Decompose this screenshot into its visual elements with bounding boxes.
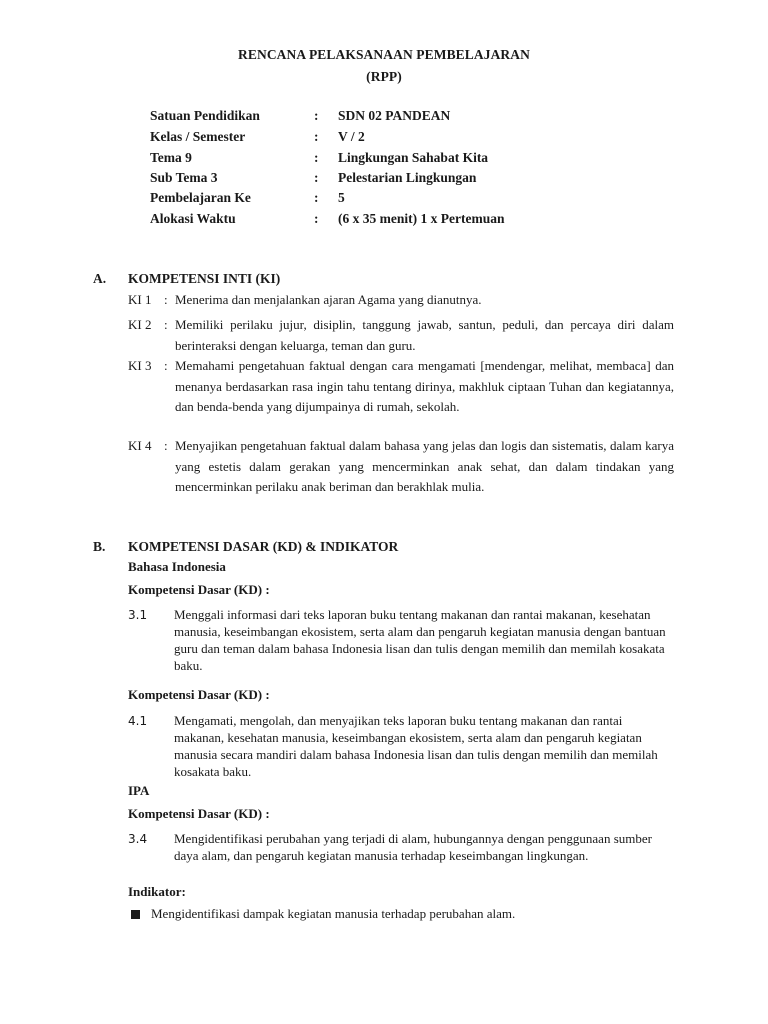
indikator-heading: Indikator: <box>128 884 186 899</box>
square-bullet-icon <box>131 910 140 919</box>
ki-label: KI 2 <box>128 317 152 332</box>
kd-text: Mengidentifikasi perubahan yang terjadi di alam, hubungannya dengan penggunaan sumber daya alam, dan pengaruh kegiatan manusia terhadap keseimbangan lingkungan. <box>174 831 652 863</box>
identity-label: Satuan Pendidikan <box>150 108 260 123</box>
indikator-item: Mengidentifikasi dampak kegiatan manusia terhadap perubahan alam. <box>151 906 516 921</box>
section-a-letter: A. <box>93 271 107 286</box>
section-a-title: KOMPETENSI INTI (KI) <box>128 271 281 286</box>
kd-number: 3.4 <box>128 832 148 846</box>
ki-colon: : <box>164 358 168 373</box>
ki-text: Memahami pengetahuan faktual dengan cara mengamati [mendengar, melihat, membaca] dan menanya berdasarkan rasa ingin tahu tentang dirinya, makhluk ciptaan Tuhan dan kegiatannya, dan benda-benda yang dijumpainya di rumah, sekolah. <box>175 358 674 414</box>
section-b-title: KOMPETENSI DASAR (KD) & INDIKATOR <box>128 539 399 554</box>
identity-colon: : <box>314 129 319 144</box>
identity-value: 5 <box>338 190 345 205</box>
document-title: RENCANA PELAKSANAAN PEMBELAJARAN <box>238 47 530 62</box>
kd-number: 3.1 <box>128 608 148 622</box>
subject-heading: IPA <box>128 783 150 798</box>
identity-value: V / 2 <box>338 129 365 144</box>
section-b-letter: B. <box>93 539 106 554</box>
document-subtitle: (RPP) <box>366 69 402 84</box>
identity-colon: : <box>314 108 319 123</box>
ki-colon: : <box>164 317 168 332</box>
kd-heading: Kompetensi Dasar (KD) : <box>128 806 270 821</box>
ki-text: Menyajikan pengetahuan faktual dalam bahasa yang jelas dan logis dan sistematis, dalam karya yang estetis dalam gerakan yang mencerminkan anak sehat, dan dalam tindakan yang mencerminkan perilaku anak beriman dan berakhlak mulia. <box>175 438 674 494</box>
subject-heading: Bahasa Indonesia <box>128 559 226 574</box>
identity-label: Tema 9 <box>150 150 192 165</box>
kd-text: Mengamati, mengolah, dan menyajikan teks laporan buku tentang makanan dan rantai makanan, kesehatan manusia, keseimbangan ekosistem, serta alam dan pengaruh kegiatan manusia secara mandiri dalam bahasa Indonesia lisan dan tulis dengan memilih dan memilah kosakata baku. <box>174 713 658 779</box>
ki-colon: : <box>164 438 168 453</box>
identity-label: Sub Tema 3 <box>150 170 218 185</box>
identity-colon: : <box>314 211 319 226</box>
kd-number: 4.1 <box>128 714 148 728</box>
ki-label: KI 1 <box>128 292 152 307</box>
ki-colon: : <box>164 292 168 307</box>
identity-label: Alokasi Waktu <box>150 211 236 226</box>
kd-text: Menggali informasi dari teks laporan buku tentang makanan dan rantai makanan, kesehatan manusia, keseimbangan ekosistem, serta alam dan pengaruh kegiatan manusia dengan bantuan guru dan teman dalam bahasa Indonesia lisan dan tulis dengan memilih dan memilah kosakata baku. <box>174 607 666 673</box>
ki-text: Menerima dan menjalankan ajaran Agama yang dianutnya. <box>175 292 482 307</box>
ki-label: KI 3 <box>128 358 152 373</box>
identity-value: SDN 02 PANDEAN <box>338 108 451 123</box>
identity-label: Kelas / Semester <box>150 129 246 144</box>
kd-heading: Kompetensi Dasar (KD) : <box>128 687 270 702</box>
ki-text: Memiliki perilaku jujur, disiplin, tanggung jawab, santun, peduli, dan percaya diri dalam berinteraksi dengan keluarga, teman dan guru. <box>175 317 674 353</box>
ki-label: KI 4 <box>128 438 152 453</box>
identity-value: Pelestarian Lingkungan <box>338 170 477 185</box>
kd-heading: Kompetensi Dasar (KD) : <box>128 582 270 597</box>
identity-value: Lingkungan Sahabat Kita <box>338 150 489 165</box>
identity-colon: : <box>314 190 319 205</box>
identity-value: (6 x 35 menit) 1 x Pertemuan <box>338 211 505 226</box>
identity-colon: : <box>314 150 319 165</box>
identity-colon: : <box>314 170 319 185</box>
identity-label: Pembelajaran Ke <box>150 190 251 205</box>
